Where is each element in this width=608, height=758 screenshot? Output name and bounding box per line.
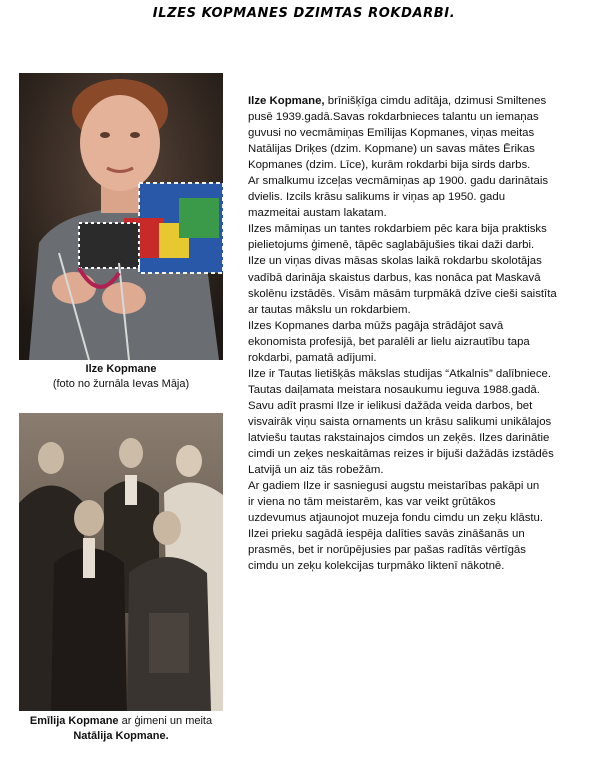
article-line: prasmēs, bet ir norūpējusies par pašas radītās vērtīgās [248,544,526,557]
portrait-photo [19,73,223,360]
article-line: latviešu tautas rakstainajos cimdos un zeķēs. Ilzes darinātie [248,431,550,444]
article-line: pusē 1939.gadā.Savas rokdarbnieces talantu un iemaņas [248,111,539,124]
portrait-illustration [19,73,223,360]
article-line [248,93,602,109]
article-line: Ar gadiem Ilze ir sasniegusi augstu meistarības pakāpi un [248,480,540,493]
article-line: skolēnu izstādēs. Visām māsām turpmākā dzīve cieši saistīta [248,287,557,300]
article-line: Tautas daiļamata meistara nosaukumu ieguva 1988.gadā. [248,383,540,396]
article-body [248,93,602,574]
article-line: ekonomista profesijā, bet paralēli ar lielu aizrautību tapa [248,335,530,348]
article-line-text: brīnišķīga cimdu adītāja, dzimusi Smiltenes [324,95,547,107]
article-line: Ar smalkumu izceļas vecmāmiņas ap 1900. gadu darinātais [248,175,549,188]
family-caption-mid: ar ģimeni un meita [118,715,213,727]
article-line: ar tautas mākslu un rokdarbiem. [248,303,411,316]
article-line: ir viena no tām meistarēm, kas var veikt grūtākos [248,496,496,509]
article-line: Latvijā un aiz tās robežām. [248,464,384,477]
article-line: Ilzes Kopmanes darba mūžs pagāja strādājot savā [248,319,504,332]
portrait-caption-source: (foto no žurnāla Ievas Māja) [52,378,190,390]
portrait-caption [1,362,241,392]
article-line: rokdarbi, pamatā adījumi. [248,351,377,364]
family-caption [1,714,241,744]
family-photo [19,413,223,711]
article-line: visvairāk viņu saista ornaments un krāsu salikumi unikālajos [248,415,552,428]
article-line: cimdi un zeķes neskaitāmas reizes ir bijuši dažādās izstādēs [248,448,554,461]
family-caption-line2: Natālija Kopmane. [73,730,169,742]
article-line: Savu adīt prasmi Ilze ir ielikusi dažāda veida darbos, bet [248,399,533,412]
article-line: Ilze un viņas divas māsas skolas laikā rokdarbu skolotājas [248,255,542,268]
article-line: vadībā darināja skaistus darbus, kas nonāca pat Maskavā [248,271,541,284]
article-line: mazmeitai austam lakatam. [248,207,387,220]
article-line: uzdevumus atjaunojot muzeja fondu cimdu un zeķu klāstu. [248,512,544,525]
article-line: Kopmanes (dzim. Līce), kurām rokdarbi bija sirds darbs. [248,159,531,172]
page-title: ILZES KOPMANES DZIMTAS ROKDARBI. [152,6,456,21]
family-photo-illustration [19,413,223,711]
family-caption-name: Emīlija Kopmane [29,715,119,727]
article-line: guvusi no vecmāmiņas Emīlijas Kopmanes, viņas meitas [248,127,535,140]
article-line: pielietojums ģimenē, tāpēc saglabājušies tikai daži darbi. [248,239,535,252]
article-lead-name: Ilze Kopmane, [248,95,325,107]
article-line: Ilzei prieku sagādā iespēja dalīties savās zināšanās un [248,528,525,541]
article-line: dvielis. Izcils krāsu salikums ir viņas ap 1950. gadu [248,191,506,204]
portrait-caption-name: Ilze Kopmane [85,363,157,375]
article-line: Ilzes māmiņas un tantes rokdarbiem pēc kara bija praktisks [248,223,547,236]
article-line: Natālijas Driķes (dzim. Kopmane) un savas mātes Ērikas [248,143,535,156]
article-line: Ilze ir Tautas lietišķās mākslas studijas “Atkalnis” dalībniece. [248,367,552,380]
article-line: cimdu un zeķu kolekcijas turpmāko liktenī nākotnē. [248,560,505,573]
